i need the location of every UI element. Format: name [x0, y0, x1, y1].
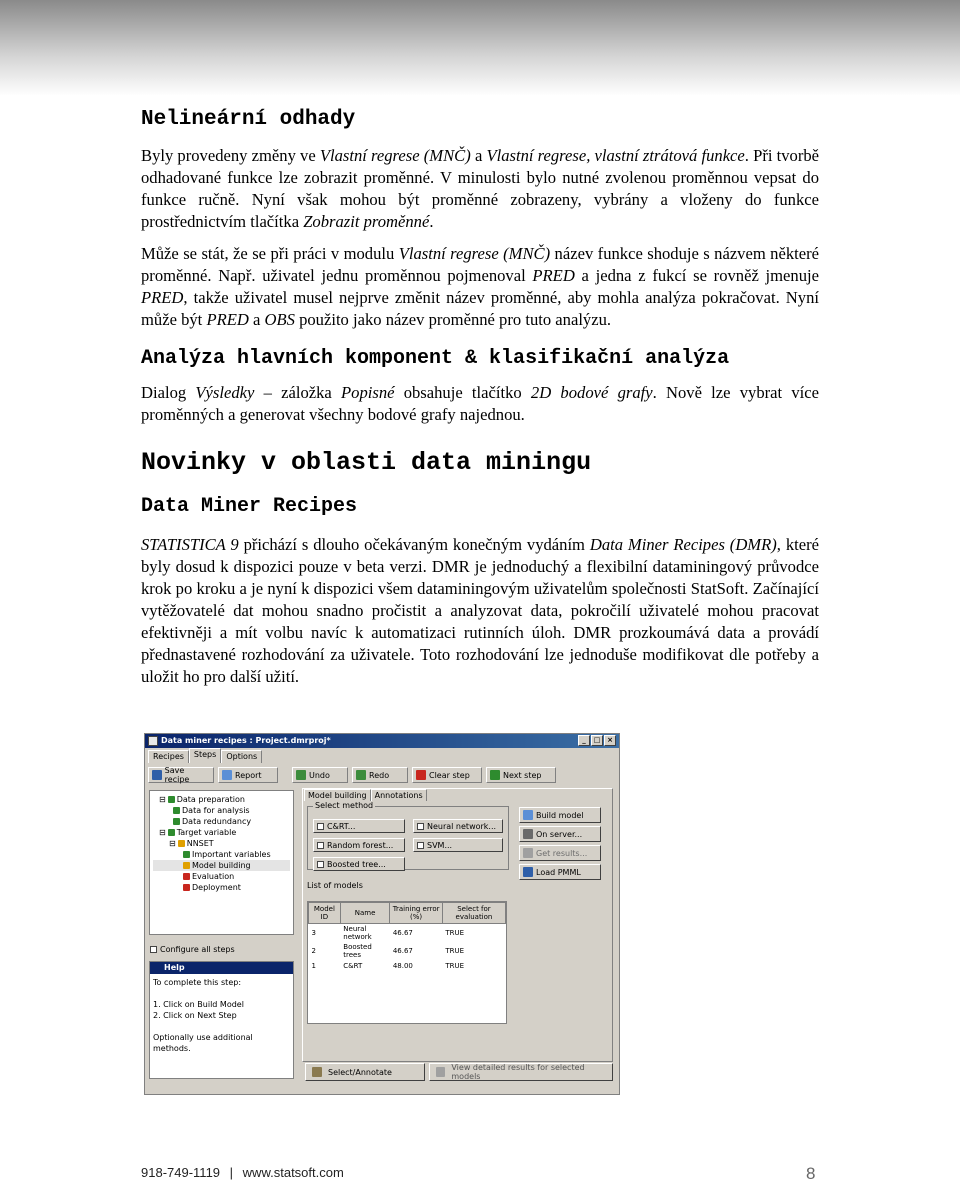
- tree-item[interactable]: ⊟ NNSET: [169, 839, 214, 848]
- footer-sep: |: [229, 1165, 234, 1180]
- top-gradient-band: [0, 0, 960, 96]
- column-header[interactable]: Training error (%): [390, 903, 443, 924]
- check-icon: [168, 829, 175, 836]
- select-annotate-button[interactable]: Select/Annotate: [305, 1063, 425, 1081]
- heading-dmr: Data Miner Recipes: [141, 495, 358, 518]
- configure-all-checkbox[interactable]: Configure all steps: [150, 945, 235, 954]
- load-pmml-button[interactable]: Load PMML: [519, 864, 601, 880]
- list-of-models-label: List of models: [307, 881, 363, 890]
- check-icon: [183, 851, 190, 858]
- build-model-button[interactable]: Build model: [519, 807, 601, 823]
- tree-item[interactable]: Deployment: [153, 882, 290, 893]
- method-crt[interactable]: C&RT...: [313, 819, 405, 833]
- x-icon: [183, 884, 190, 891]
- check-icon: [173, 818, 180, 825]
- tree-item[interactable]: Important variables: [153, 849, 290, 860]
- footer-web[interactable]: www.statsoft.com: [242, 1165, 344, 1180]
- page-content: [141, 108, 819, 688]
- italic-run: 2D bodové grafy: [530, 383, 653, 402]
- table-cell: 2: [311, 947, 316, 955]
- method-svm[interactable]: SVM...: [413, 838, 503, 852]
- method-random-forest[interactable]: Random forest...: [313, 838, 405, 852]
- next-step-button[interactable]: Next step: [486, 767, 556, 783]
- italic-run: Vlastní regrese, vlastní ztrátová funkce: [486, 146, 745, 165]
- text-run: Může se stát, že se při práci v modulu: [141, 244, 399, 263]
- tree-item[interactable]: ⊟ Target variable: [159, 828, 237, 837]
- table-cell: TRUE: [445, 962, 465, 970]
- table-cell: 3: [311, 929, 316, 937]
- table-row[interactable]: [309, 924, 506, 943]
- undo-button[interactable]: Undo: [292, 767, 348, 783]
- table-cell: Neural network: [343, 925, 372, 941]
- x-icon: [183, 873, 190, 880]
- text-run: a jedna z fukcí se rovněž jmenuje: [574, 266, 819, 285]
- question-icon: [183, 862, 190, 869]
- text-run: název funkce shoduje s názvem některé proměnné. Např. uživatel jednu proměnnou pojmenoval: [141, 244, 819, 285]
- italic-run: PRED: [206, 310, 249, 329]
- text-run: – záložka: [254, 383, 342, 402]
- report-button[interactable]: Report: [218, 767, 278, 783]
- italic-run: Vlastní regrese (MNČ): [319, 146, 471, 165]
- table-cell: TRUE: [445, 929, 465, 937]
- table-cell: 46.67: [392, 929, 413, 937]
- text-run: a: [470, 146, 487, 165]
- text-run: Dialog: [141, 383, 196, 402]
- tab-recipes[interactable]: Recipes: [148, 750, 189, 763]
- italic-run: Zobrazit proměnné: [303, 212, 430, 231]
- results-icon: [523, 848, 533, 858]
- select-method-group: Select method: [307, 806, 509, 870]
- table-cell: 46.67: [392, 947, 413, 955]
- report-icon: [222, 770, 232, 780]
- italic-run: Popisné: [341, 383, 395, 402]
- text-run: Byly provedeny změny ve: [141, 146, 320, 165]
- view-results-button[interactable]: View detailed results for selected models: [429, 1063, 613, 1081]
- server-icon: [523, 829, 533, 839]
- para-pca: [141, 382, 819, 426]
- tree-item[interactable]: ⊟ Data preparation: [159, 795, 245, 804]
- table-cell: TRUE: [445, 947, 465, 955]
- toolbar: [148, 765, 616, 785]
- maximize-button[interactable]: □: [591, 735, 603, 746]
- tree-item[interactable]: Data for analysis: [153, 805, 290, 816]
- table-cell: Boosted trees: [343, 943, 372, 959]
- check-icon: [173, 807, 180, 814]
- italic-run: Výsledky: [195, 383, 255, 402]
- italic-run: Data Miner Recipes (DMR): [589, 535, 777, 554]
- footer: [141, 1165, 344, 1180]
- footer-phone: 918-749-1119: [141, 1165, 221, 1180]
- check-icon: [168, 796, 175, 803]
- clear-step-button[interactable]: Clear step: [412, 767, 482, 783]
- text-run: , takže uživatel musel nejprve změnit název proměnné, aby mohla analýza pokračovat. Nyní může být: [141, 288, 819, 329]
- steps-tree: [149, 790, 294, 935]
- italic-run: OBS: [264, 310, 295, 329]
- table-row[interactable]: [309, 960, 506, 972]
- para-nonlinear-2: [141, 243, 819, 331]
- annotate-icon: [312, 1067, 322, 1077]
- window-title: Data miner recipes : Project.dmrproj*: [161, 736, 331, 745]
- heading-pca: Analýza hlavních komponent & klasifikační analýza: [141, 347, 730, 370]
- text-run: . Nově lze vybrat více proměnných a generovat všechny bodové grafy najednou.: [141, 383, 819, 424]
- view-icon: [436, 1067, 445, 1077]
- table-cell: 1: [311, 962, 316, 970]
- get-results-button[interactable]: Get results...: [519, 845, 601, 861]
- table-cell: C&RT: [343, 962, 363, 970]
- tree-item-selected[interactable]: Model building: [153, 860, 290, 871]
- para-nonlinear-1: [141, 145, 819, 233]
- page-number: 8: [806, 1164, 816, 1183]
- on-server-button[interactable]: On server...: [519, 826, 601, 842]
- close-button[interactable]: ×: [604, 735, 616, 746]
- column-header[interactable]: Name: [340, 903, 390, 924]
- italic-run: STATISTICA 9: [141, 535, 239, 554]
- help-panel: [149, 961, 294, 1079]
- tab-annotations[interactable]: Annotations: [371, 789, 427, 801]
- dmr-window: [144, 733, 620, 1095]
- italic-run: PRED: [141, 288, 184, 307]
- text-run: . Při tvorbě odhadované funkce lze zobrazit proměnné. V minulosti bylo nutné zvolenou proměnnou vepsat do funkce ručně. Nyní však mohou být proměnné zobrazeny, vybrány a vloženy do funkce prostřednictvím tlačítka: [141, 146, 820, 231]
- table-row[interactable]: [309, 942, 506, 960]
- save-recipe-button[interactable]: Save recipe: [148, 767, 214, 783]
- save-icon: [152, 770, 162, 780]
- question-icon: [178, 840, 185, 847]
- clear-icon: [416, 770, 426, 780]
- italic-run: Vlastní regrese (MNČ): [398, 244, 551, 263]
- method-neural-network[interactable]: Neural network...: [413, 819, 503, 833]
- help-text: To complete this step: 1. Click on Build Model 2. Click on Next Step Optionally use additional methods.: [153, 978, 253, 1053]
- tree-item[interactable]: Data redundancy: [153, 816, 290, 827]
- build-icon: [523, 810, 533, 820]
- app-icon: [148, 736, 158, 746]
- column-header[interactable]: Select for evaluation: [442, 903, 505, 924]
- text-run: a: [248, 310, 265, 329]
- method-boosted-tree[interactable]: Boosted tree...: [313, 857, 405, 871]
- models-table: [307, 901, 507, 1024]
- text-run: .: [429, 212, 434, 231]
- tab-options[interactable]: Options: [221, 750, 262, 763]
- table-cell: 48.00: [392, 962, 413, 970]
- para-dmr: [141, 534, 819, 688]
- redo-icon: [356, 770, 366, 780]
- text-run: přichází s dlouho očekávaným konečným vydáním: [238, 535, 590, 554]
- next-step-icon: [490, 770, 500, 780]
- redo-button[interactable]: Redo: [352, 767, 408, 783]
- help-title: Help: [150, 962, 293, 974]
- text-run: použito jako název proměnné pro tuto analýzu.: [294, 310, 612, 329]
- heading-datamining: Novinky v oblasti data miningu: [141, 448, 592, 477]
- pmml-icon: [523, 867, 533, 877]
- minimize-button[interactable]: _: [578, 735, 590, 746]
- text-run: , které byly dosud k dispozici pouze v beta verzi. DMR je jednoduchý a flexibilní dataminingový průvodce krok po kroku a je nyní k dispozici všem dataminingovým uživatelům společnosti StatSoft. Začínající vytěžovatelé dat mohou snadno pročistit a analyzovat data, pokročilí uživatelé mohou pracovat efektivněji a mít volbu navíc k automatizaci rutinních úloh. DMR prozkoumává data a provádí přednastavené rozhodování za uživatele. Toto rozhodování lze jednoduše modifikovat dle potřeby a uložit ho pro další užití.: [141, 535, 819, 686]
- undo-icon: [296, 770, 306, 780]
- tab-model-building[interactable]: Model building: [304, 789, 371, 801]
- column-header[interactable]: Model ID: [309, 903, 341, 924]
- heading-nonlinear: Nelineární odhady: [141, 108, 356, 131]
- italic-run: PRED: [532, 266, 575, 285]
- text-run: obsahuje tlačítko: [394, 383, 531, 402]
- tab-steps[interactable]: Steps: [189, 748, 221, 763]
- window-titlebar: [145, 734, 619, 748]
- tree-item[interactable]: Evaluation: [153, 871, 290, 882]
